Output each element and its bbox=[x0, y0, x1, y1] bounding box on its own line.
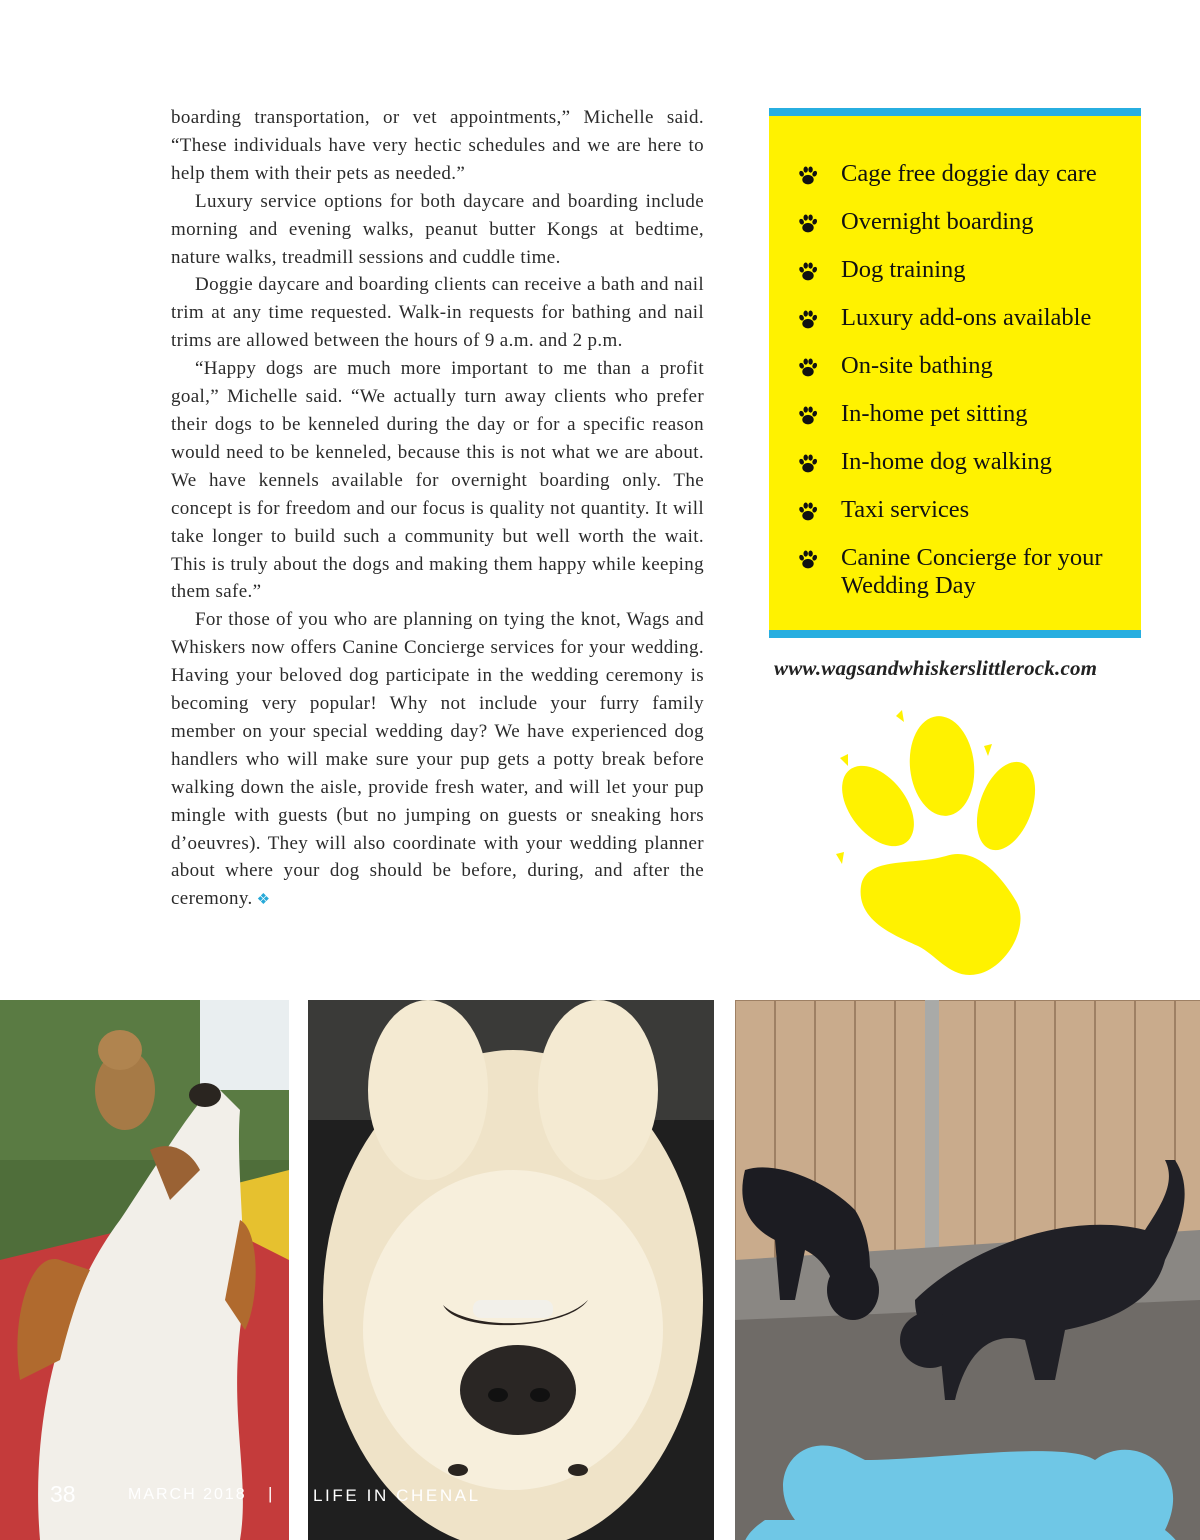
service-label: In-home dog walking bbox=[841, 448, 1052, 475]
footer-separator: | bbox=[268, 1484, 273, 1503]
list-item bbox=[797, 256, 1137, 284]
end-of-article-icon: ❖ bbox=[256, 892, 271, 909]
paw-print-icon bbox=[797, 549, 819, 571]
article-paragraph-4: “Happy dogs are much more important to me than a profit goal,” Michelle said. “We actually turn away clients who prefer their dogs to be kenneled during the day or for a specific reason would need to be kenneled, because this is not what we are about. We have kennels available for overnight boarding only. The concept is for freedom and our focus is quality not quantity. It will take longer to build such a community but well worth the wait. This is truly about the dogs and making them happy while keeping them safe.” bbox=[171, 358, 704, 603]
paw-print-icon bbox=[797, 405, 819, 427]
article-paragraph-1: boarding transportation, or vet appointments,” Michelle said. “These individuals have very hectic schedules and we are here to help them with their pets as needed.” bbox=[171, 107, 704, 184]
service-label: Dog training bbox=[841, 256, 966, 283]
photo-howling-dog bbox=[0, 1000, 289, 1540]
list-item bbox=[797, 304, 1137, 332]
page-number: 38 bbox=[50, 1481, 76, 1507]
article-paragraph-2: Luxury service options for both daycare and boarding include morning and evening walks, peanut butter Kongs at bedtime, nature walks, treadmill sessions and cuddle time. bbox=[171, 190, 704, 268]
paw-print-icon bbox=[797, 165, 819, 187]
article-body bbox=[171, 104, 704, 915]
article-paragraph-5 bbox=[171, 606, 704, 915]
list-item bbox=[797, 544, 1137, 599]
list-item bbox=[797, 400, 1137, 428]
paw-print-icon bbox=[797, 501, 819, 523]
list-item bbox=[797, 352, 1137, 380]
service-label: Taxi services bbox=[841, 496, 970, 523]
list-item bbox=[797, 448, 1137, 476]
service-label: Overnight boarding bbox=[841, 208, 1034, 235]
magazine-name: LIFE IN CHENAL bbox=[313, 1486, 481, 1505]
large-paw-print-icon bbox=[826, 706, 1066, 982]
paw-print-icon bbox=[797, 261, 819, 283]
photo-upside-down-dog bbox=[308, 1000, 714, 1540]
issue-date: MARCH 2018 bbox=[128, 1486, 247, 1503]
list-item bbox=[797, 208, 1137, 236]
photo-dogs-at-pool bbox=[735, 1000, 1200, 1540]
services-list bbox=[797, 160, 1137, 620]
service-label: Canine Concierge for your Wedding Day bbox=[841, 544, 1103, 599]
service-label: Cage free doggie day care bbox=[841, 160, 1097, 187]
article-paragraph-5-text: For those of you who are planning on tying the knot, Wags and Whiskers now offers Canine Concierge services for your wedding. Having your beloved dog participate in the wedding ceremony is becoming very popular! Why not include your furry family member on your special wedding day? We have experienced dog handlers who will make sure your pup gets a potty break before walking down the aisle, provide fresh water, and will let your pup mingle with guests (but no jumping on guests or sneaking hors d’oeuvres). They will also coordinate with your wedding planner about where your dog should be before, during, and after the ceremony. bbox=[171, 609, 704, 910]
list-item bbox=[797, 160, 1137, 188]
service-label: Luxury add-ons available bbox=[841, 304, 1092, 331]
paw-print-icon bbox=[797, 357, 819, 379]
article-paragraph-3: Doggie daycare and boarding clients can receive a bath and nail trim at any time requested. Walk-in requests for bathing and nail trims are allowed between the hours of 9 a.m. and 2 p.m. bbox=[171, 274, 704, 352]
service-label: On-site bathing bbox=[841, 352, 993, 379]
website-url[interactable]: www.wagsandwhiskerslittlerock.com bbox=[774, 656, 1098, 680]
paw-print-icon bbox=[797, 453, 819, 475]
list-item bbox=[797, 496, 1137, 524]
service-label: In-home pet sitting bbox=[841, 400, 1028, 427]
services-sidebar bbox=[769, 108, 1141, 638]
paw-print-icon bbox=[797, 309, 819, 331]
paw-print-icon bbox=[797, 213, 819, 235]
